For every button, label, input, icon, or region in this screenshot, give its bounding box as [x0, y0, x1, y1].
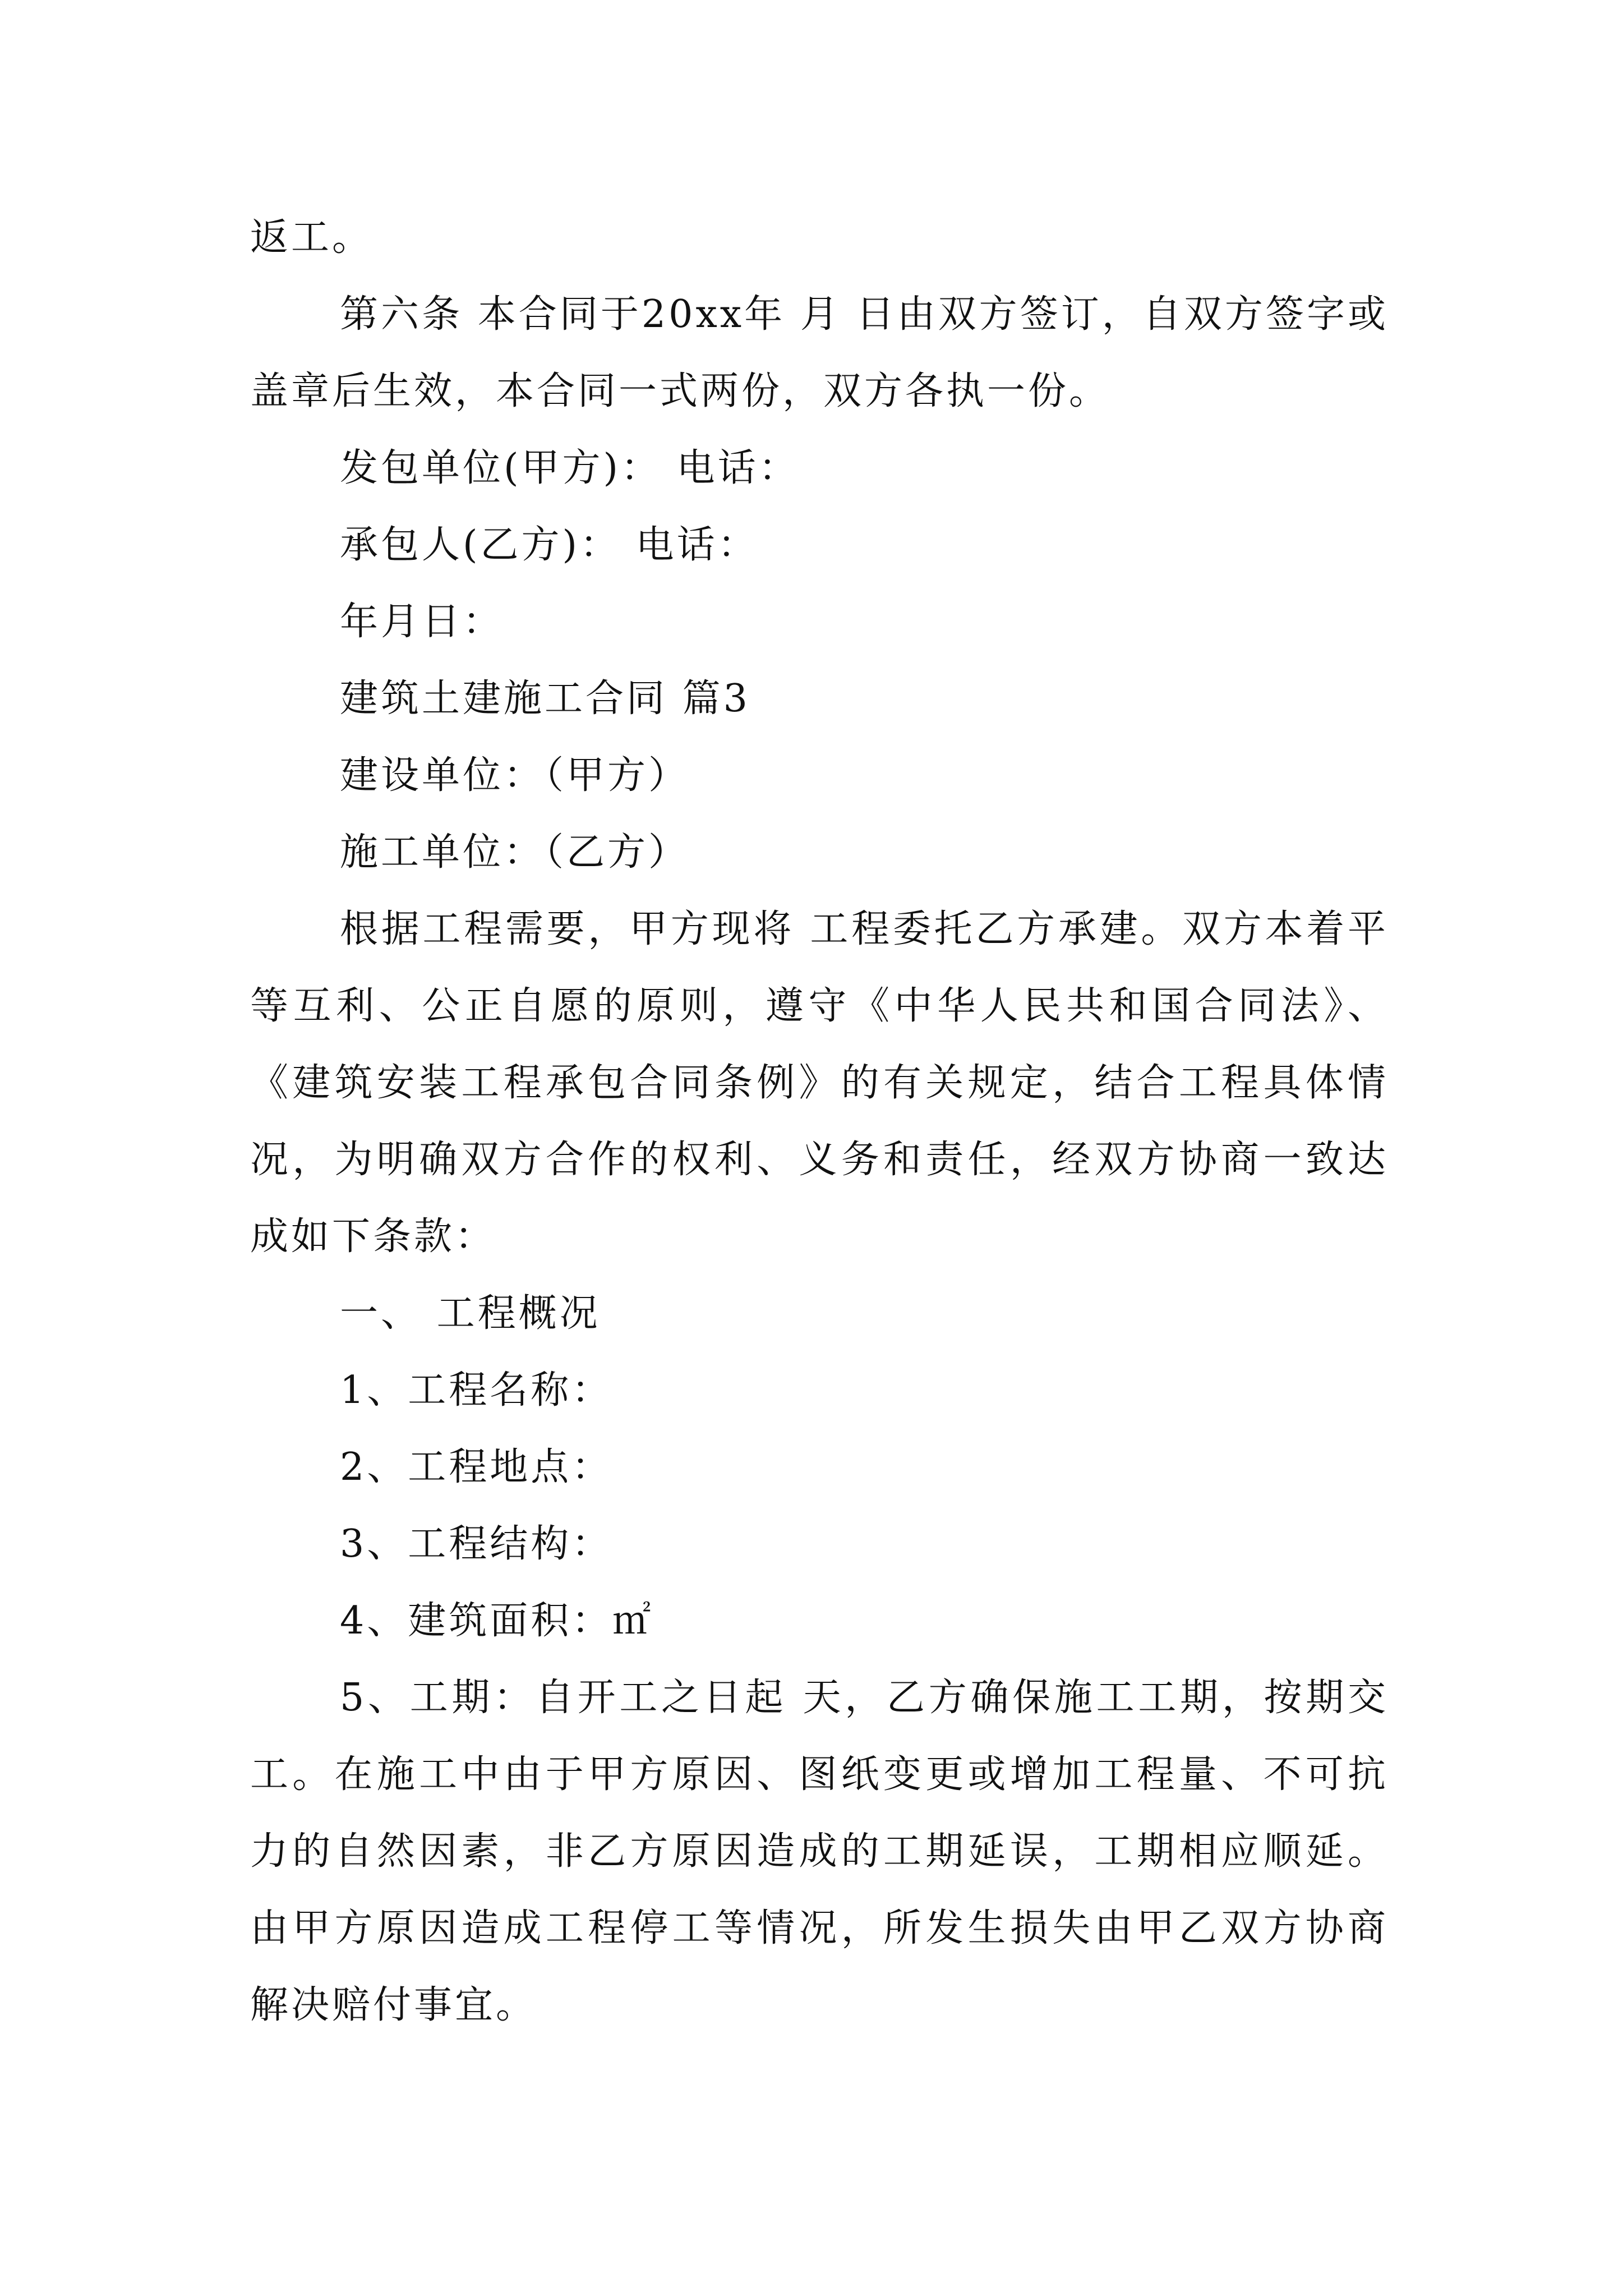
subheading-project-overview: 一、 工程概况 [340, 1291, 601, 1336]
paragraph-continuation: 返工。 [250, 215, 374, 260]
paragraph-date: 年月日： [340, 600, 504, 644]
document-body [250, 199, 1389, 2044]
paragraph-party-b-contact: 承包人(乙方)： 电话： [340, 523, 759, 567]
paragraph-party-a-contact: 发包单位(甲方)： 电话： [340, 446, 800, 490]
paragraph-builder-unit: 施工单位：（乙方） [340, 830, 690, 875]
paragraph-preamble: 根据工程需要，甲方现将 工程委托乙方承建。双方本着平等互利、公正自愿的原则，遵守《中华人民共和国合同法》、《建筑安装工程承包合同条例》的有关规定，结合工程具体情况，为明确双方合作的权利、义务和责任，经双方协商一致达成如下条款： [250, 907, 1389, 1259]
paragraph-construction-unit: 建设单位：（甲方） [340, 753, 690, 798]
section-heading: 建筑土建施工合同 篇3 [340, 677, 750, 721]
item-building-area: 4、建筑面积：㎡ [340, 1599, 654, 1643]
item-project-structure: 3、工程结构： [340, 1522, 613, 1566]
item-construction-period: 5、工期：自开工之日起 天，乙方确保施工工期，按期交工。在施工中由于甲方原因、图纸变更或增加工程量、不可抗力的自然因素，非乙方原因造成的工期延误，工期相应顺延。由甲方原因造成工程停工等情况，所发生损失由甲乙双方协商解决赔付事宜。 [250, 1676, 1389, 2027]
item-project-name: 1、工程名称： [340, 1368, 613, 1412]
item-project-location: 2、工程地点： [340, 1445, 613, 1489]
paragraph-article-six: 第六条 本合同于20xx年 月 日由双方签订，自双方签字或盖章后生效，本合同一式两份，双方各执一份。 [250, 292, 1389, 413]
